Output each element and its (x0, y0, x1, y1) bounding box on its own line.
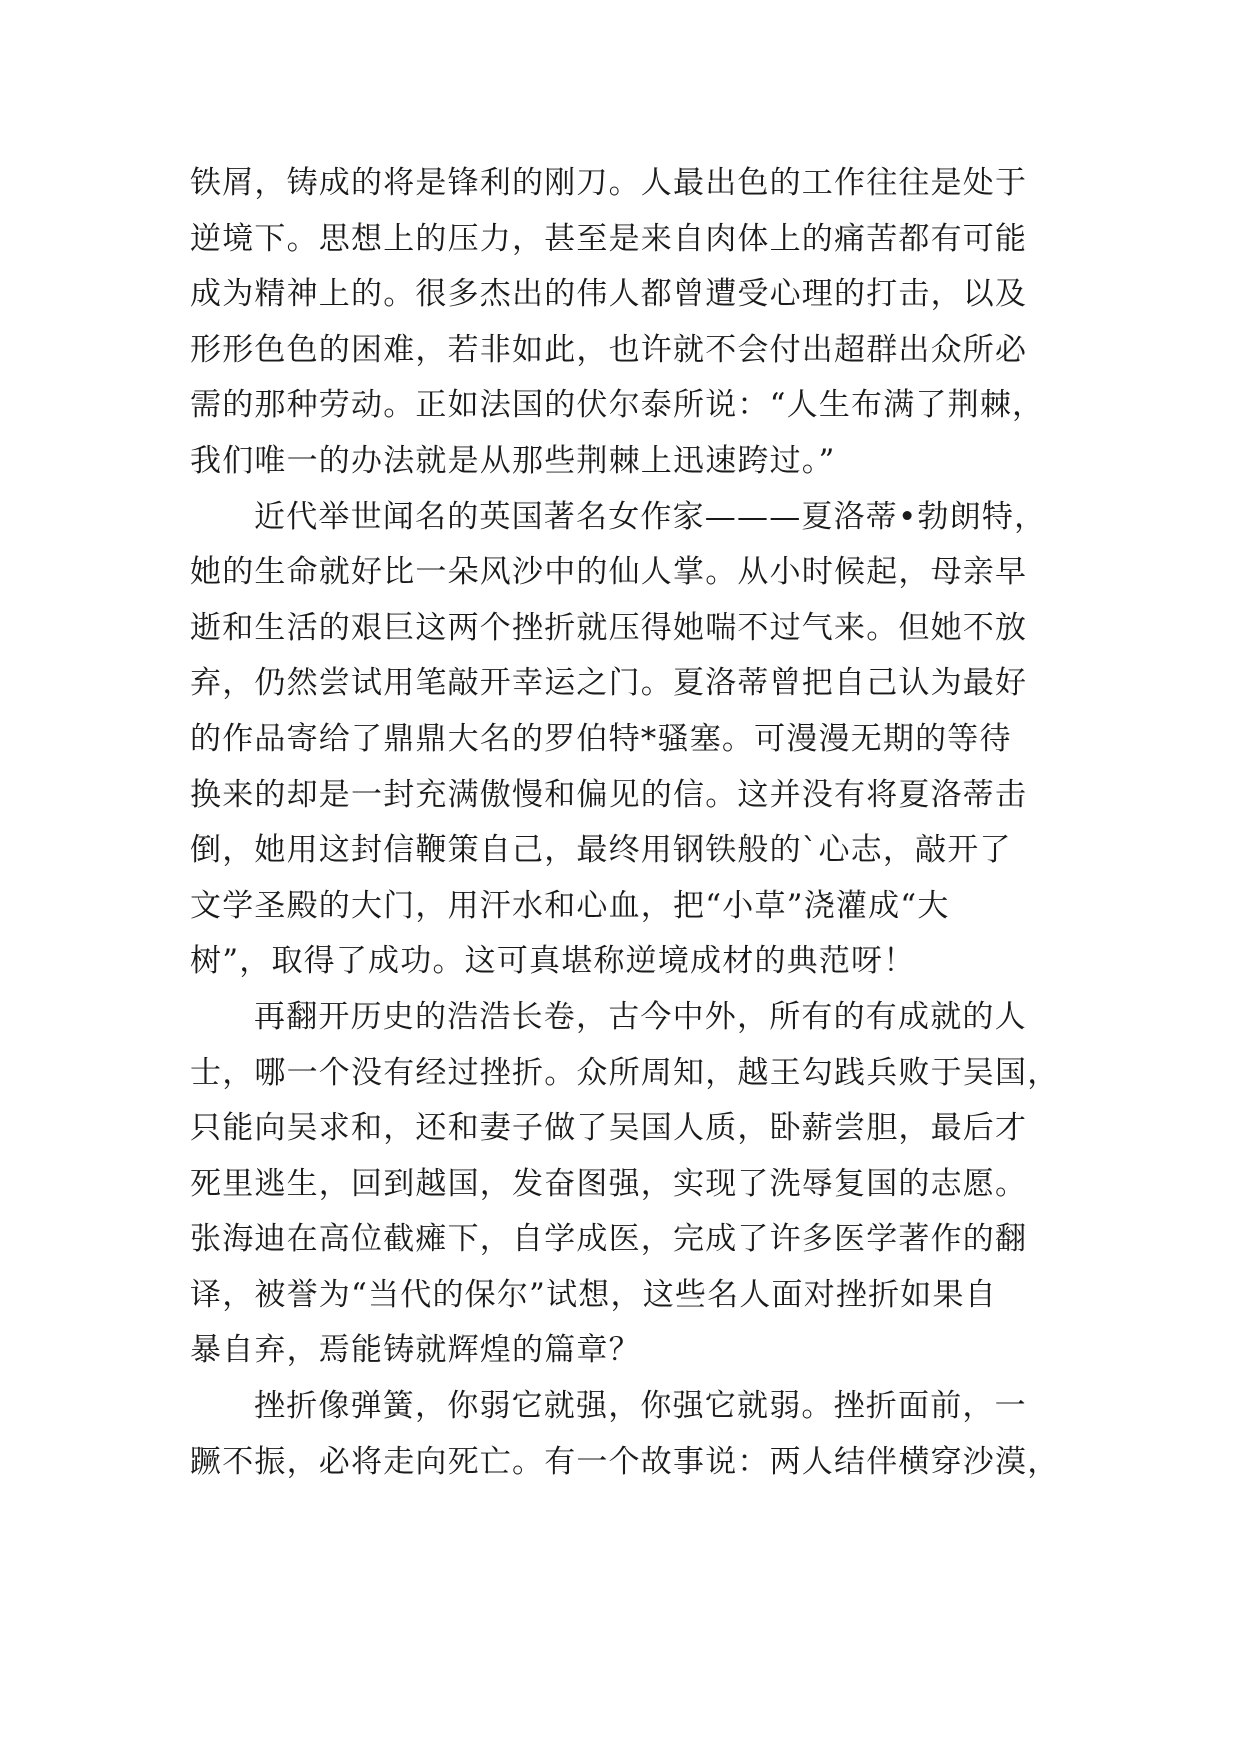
text-line: 士，哪一个没有经过挫折。众所周知，越王勾践兵败于吴国， (190, 1054, 1060, 1091)
text-line: 译，被誉为“当代的保尔”试想，这些名人面对挫折如果自 (190, 1276, 997, 1313)
text-line: 树”，取得了成功。这可真堪称逆境成材的典范呀！ (190, 943, 916, 980)
text-line: 弃，仍然尝试用笔敲开幸运之门。夏洛蒂曾把自己认为最好 (190, 665, 1028, 702)
text-line: 蹶不振，必将走向死亡。有一个故事说：两人结伴横穿沙漠， (190, 1443, 1060, 1480)
text-line: 成为精神上的。很多杰出的伟人都曾遭受心理的打击，以及 (190, 276, 1028, 313)
text-line: 形形色色的困难，若非如此，也许就不会付出超群出众所必 (190, 331, 1028, 368)
paragraph-start-line: 挫折像弹簧，你弱它就强，你强它就弱。挫折面前，一 (254, 1388, 1027, 1425)
text-line: 她的生命就好比一朵风沙中的仙人掌。从小时候起，母亲早 (190, 554, 1028, 591)
body-text (190, 156, 1070, 1490)
text-line: 张海迪在高位截瘫下，自学成医，完成了许多医学著作的翻 (190, 1221, 1028, 1258)
text-line: 我们唯一的办法就是从那些荆棘上迅速跨过。” (190, 442, 836, 479)
text-line: 铁屑，铸成的将是锋利的刚刀。人最出色的工作往往是处于 (190, 165, 1028, 201)
text-line: 需的那种劳动。正如法国的伏尔泰所说：“人生布满了荆棘， (190, 387, 1045, 424)
text-line: 只能向吴求和，还和妻子做了吴国人质，卧薪尝胆，最后才 (190, 1110, 1028, 1147)
paragraph-start-line: 再翻开历史的浩浩长卷，古今中外，所有的有成就的人 (254, 998, 1027, 1035)
paragraph-start-line: 近代举世闻名的英国著名女作家———夏洛蒂•勃朗特， (254, 498, 1047, 535)
text-line: 死里逃生，回到越国，发奋图强，实现了洗辱复国的志愿。 (190, 1165, 1028, 1202)
text-line: 的作品寄给了鼎鼎大名的罗伯特*骚塞。可漫漫无期的等待 (190, 720, 1012, 757)
text-line: 文学圣殿的大门，用汗水和心血，把“小草”浇灌成“大 (190, 887, 950, 924)
text-line: 倒，她用这封信鞭策自己，最终用钢铁般的`心志，敲开了 (190, 832, 1012, 869)
text-line: 暴自弃，焉能铸就辉煌的篇章？ (190, 1332, 641, 1369)
text-line: 逆境下。思想上的压力，甚至是来自肉体上的痛苦都有可能 (190, 220, 1028, 257)
text-line: 换来的却是一封充满傲慢和偏见的信。这并没有将夏洛蒂击 (190, 776, 1028, 813)
text-line: 逝和生活的艰巨这两个挫折就压得她喘不过气来。但她不放 (190, 609, 1028, 646)
